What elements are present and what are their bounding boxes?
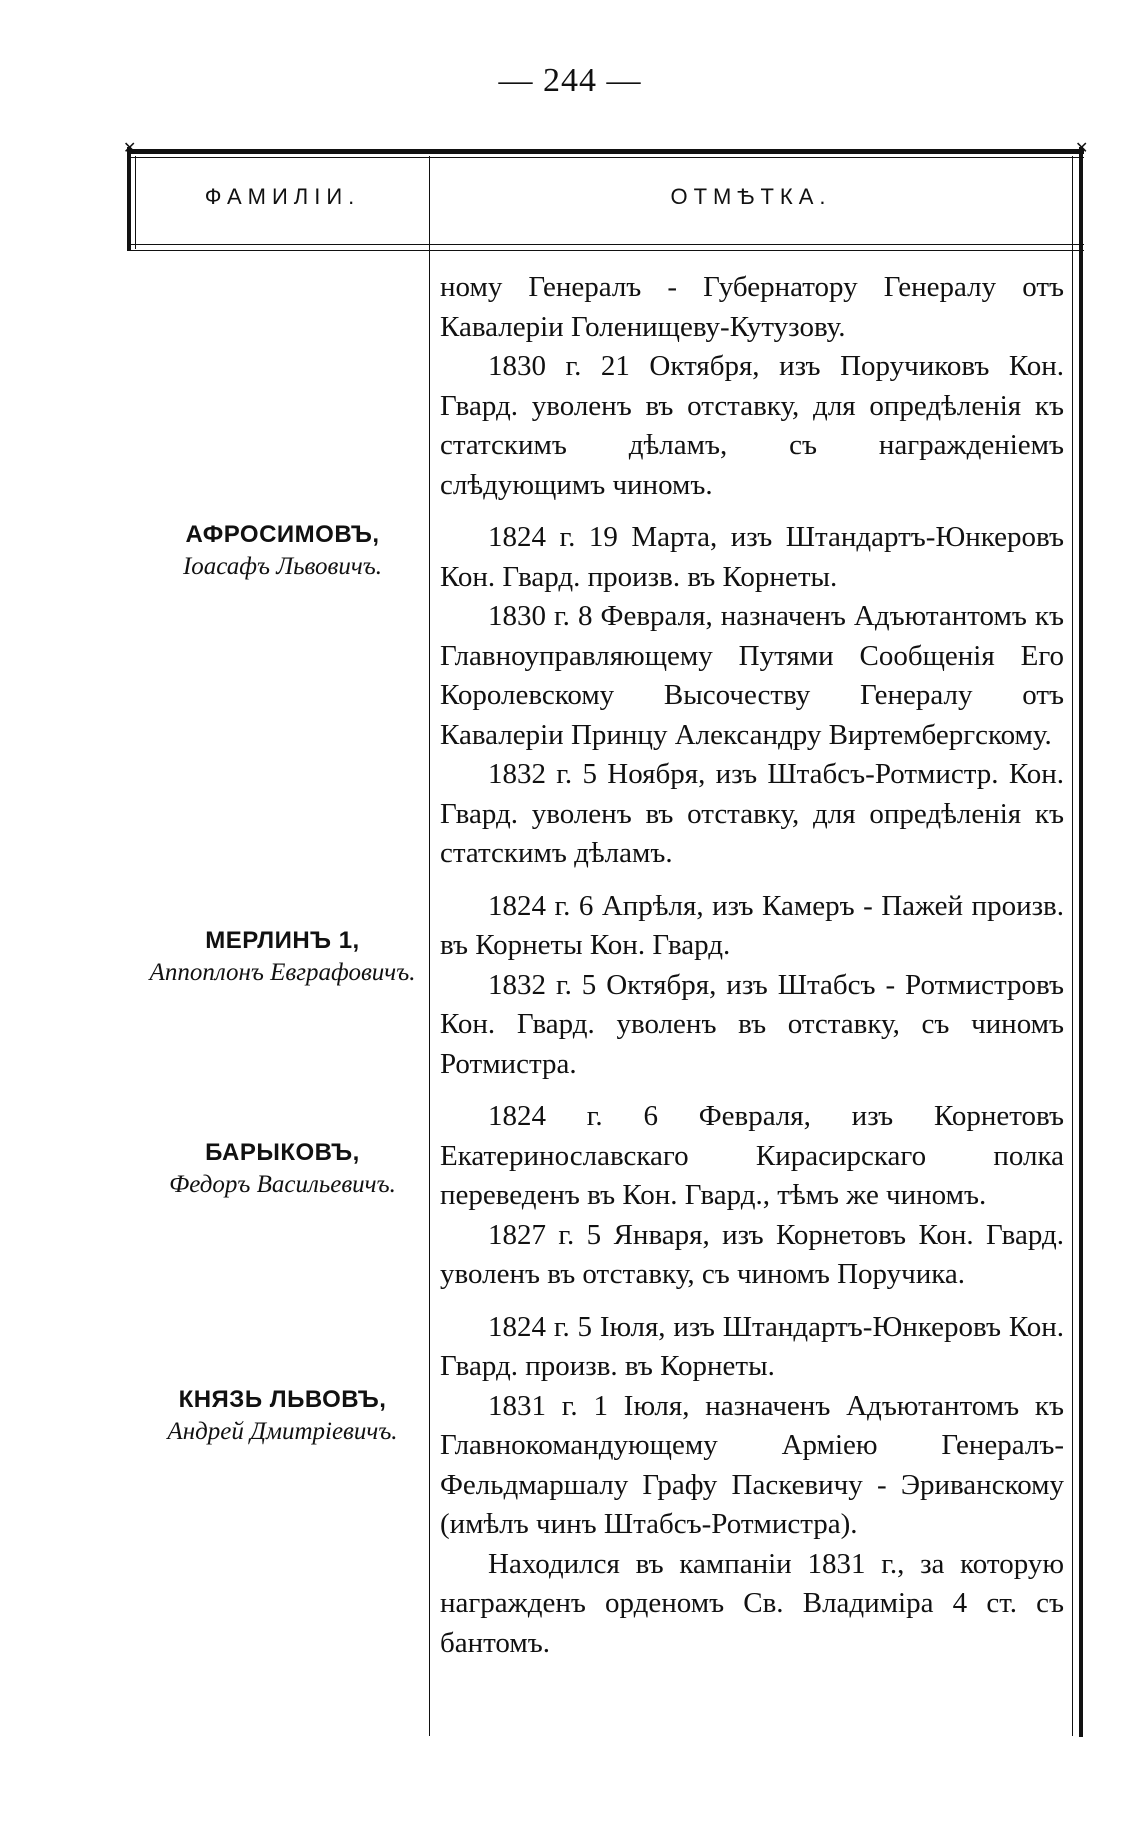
header-rule <box>131 244 1084 245</box>
note-paragraph: 1831 г. 1 Іюля, назначенъ Адъютантомъ къ Главнокомандующему Арміею Генералъ-Фельдмаршалу Графу Паскевичу - Эриванскому (имѣлъ чинъ Штабсъ-Ротмистра). <box>440 1389 1064 1540</box>
column-header-surnames: ФАМИЛІИ. <box>204 184 361 209</box>
note-paragraph: 1830 г. 8 Февраля, назначенъ Адъютантомъ къ Главноуправляющему Путями Сообщенія Его Королевскому Высочеству Генералу отъ Кавалеріи Принцу Александру Виртембергскому. <box>440 600 1064 751</box>
entry-lvov <box>140 1385 425 1449</box>
given-name: Аппоплонъ Евграфовичъ. <box>149 959 416 986</box>
note-paragraph: ному Генералъ - Губернатору Генералу отъ Кавалеріи Голенищеву-Кутузову. <box>440 271 1064 343</box>
given-name: Федоръ Васильевичъ. <box>169 1171 396 1198</box>
note-paragraph: 1832 г. 5 Ноября, изъ Штабсъ-Ротмистр. Кон. Гвард. уволенъ въ отставку, для опредѣленія къ статскимъ дѣламъ. <box>440 758 1064 869</box>
note-paragraph: 1824 г. 19 Марта, изъ Штандартъ-Юнкеровъ Кон. Гвард. произв. въ Корнеты. <box>440 521 1064 593</box>
note-paragraph: 1824 г. 5 Іюля, изъ Штандартъ-Юнкеровъ Кон. Гвард. произв. въ Корнеты. <box>440 1310 1064 1382</box>
note-paragraph: 1827 г. 5 Января, изъ Корнетовъ Кон. Гвард. уволенъ въ отставку, съ чиномъ Поручика. <box>440 1218 1064 1290</box>
note-paragraph: 1824 г. 6 Февраля, изъ Корнетовъ Екатеринославскаго Кирасирскаго полка переведенъ въ Кон. Гвард., тѣмъ же чиномъ. <box>440 1100 1064 1211</box>
note-paragraph: 1830 г. 21 Октября, изъ Поручиковъ Кон. Гвард. уволенъ въ отставку, для опредѣленія къ статскимъ дѣламъ, съ награжденіемъ слѣдующимъ чиномъ. <box>440 350 1064 501</box>
given-name: Андрей Дмитріевичъ. <box>167 1418 398 1445</box>
surname: МЕРЛИНЪ 1, <box>205 927 360 954</box>
surname: КНЯЗЬ ЛЬВОВЪ, <box>178 1386 387 1413</box>
note-paragraph: Находился въ кампаніи 1831 г., за которую награжденъ орденомъ Св. Владиміра 4 ст. съ бантомъ. <box>440 1547 1064 1659</box>
table-frame-right-inner <box>1072 156 1073 1736</box>
entry-merlin <box>140 926 425 990</box>
note-paragraph: 1832 г. 5 Октября, изъ Штабсъ - Ротмистровъ Кон. Гвард. уволенъ въ отставку, съ чиномъ Ротмистра. <box>440 968 1064 1080</box>
table-frame-left <box>127 147 131 251</box>
corner-ornament-icon: ✕ <box>1075 140 1089 157</box>
surname: БАРЫКОВЪ, <box>205 1139 360 1166</box>
notes-column <box>440 268 1064 1663</box>
note-paragraph: 1824 г. 6 Апрѣля, изъ Камеръ - Пажей произв. въ Корнеты Кон. Гвард. <box>440 889 1064 961</box>
table-frame-top-inner <box>131 157 1084 158</box>
column-divider <box>429 156 430 1736</box>
entry-barykov <box>140 1138 425 1202</box>
column-header-notes: ОТМѢТКА. <box>670 184 832 209</box>
table-frame-top <box>131 149 1084 154</box>
table-frame-right <box>1079 147 1083 1737</box>
header-rule-double <box>131 250 1084 251</box>
page-number: — 244 — <box>498 62 642 99</box>
surname: АФРОСИМОВЪ, <box>185 521 380 548</box>
entry-afrosimov <box>140 520 425 584</box>
given-name: Іоасафъ Львовичъ. <box>182 553 383 580</box>
corner-ornament-icon: ✕ <box>123 140 137 157</box>
